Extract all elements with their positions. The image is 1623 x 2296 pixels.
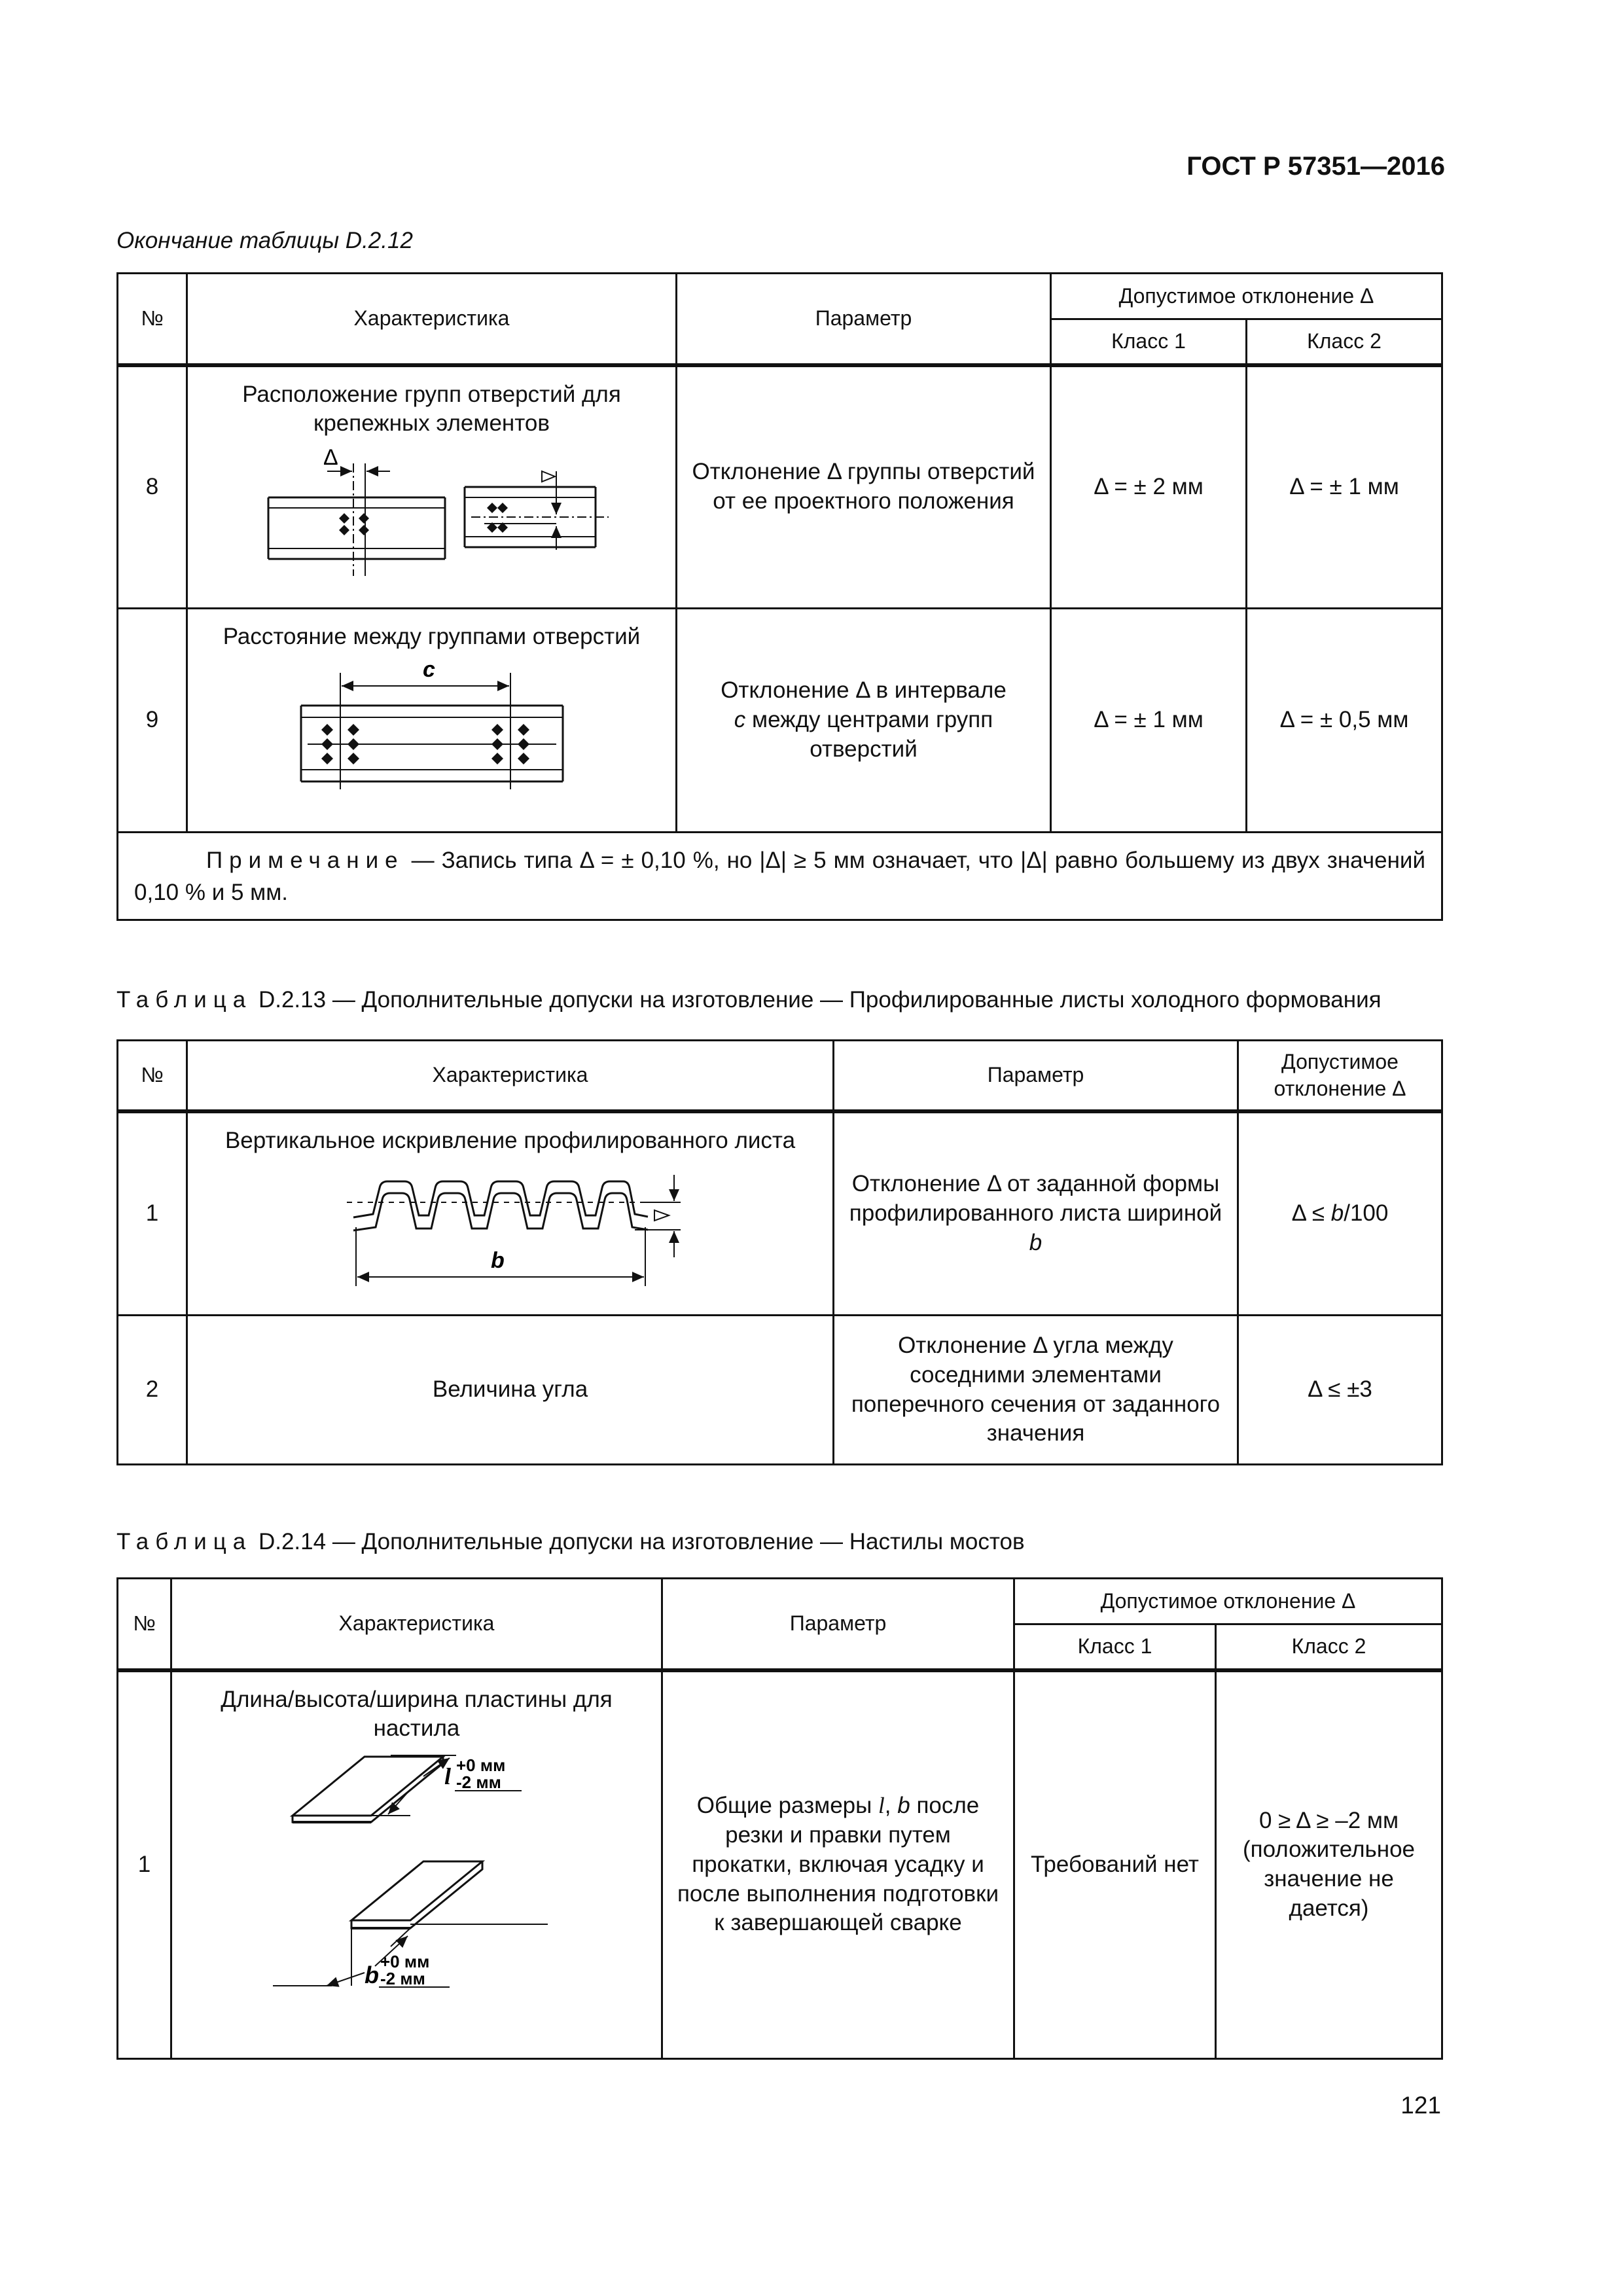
row-class1: Δ = ± 2 мм bbox=[1051, 365, 1247, 609]
b-tol-plus: +0 мм bbox=[380, 1952, 429, 1972]
col-deviation: Допустимое отклонение Δ bbox=[1238, 1041, 1442, 1111]
col-parameter: Параметр bbox=[834, 1041, 1238, 1111]
col-class2: Класс 2 bbox=[1247, 319, 1442, 365]
col-characteristic: Характеристика bbox=[171, 1579, 662, 1670]
row-class1: Требований нет bbox=[1014, 1670, 1216, 2059]
table-row bbox=[118, 609, 1442, 833]
col-deviation: Допустимое отклонение Δ bbox=[1051, 274, 1442, 319]
col-class1: Класс 1 bbox=[1051, 319, 1247, 365]
col-class1: Класс 1 bbox=[1014, 1624, 1216, 1670]
row-no: 1 bbox=[118, 1670, 171, 2059]
col-class2: Класс 2 bbox=[1216, 1624, 1442, 1670]
hole-group-distance-figure bbox=[294, 658, 569, 796]
table-d2-12 bbox=[116, 272, 1443, 921]
table12-caption: Окончание таблицы D.2.12 bbox=[116, 228, 413, 253]
row-class1: Δ = ± 1 мм bbox=[1051, 609, 1247, 833]
table13-caption: Таблица D.2.13 — Дополнительные допуски на изготовление — Профилированные листы холодного формования bbox=[116, 987, 1382, 1013]
row-characteristic: Расположение групп отверстий для крепежных элементов Δ bbox=[187, 365, 677, 609]
col-deviation: Допустимое отклонение Δ bbox=[1014, 1579, 1442, 1624]
row-parameter: Отклонение Δ группы отверстий от ее проектного положения bbox=[677, 365, 1051, 609]
row-characteristic: Расстояние между группами отверстий c bbox=[187, 609, 677, 833]
row-parameter: Общие размеры l, b после резки и правки путем прокатки, включая усадку и после выполнения подготовки к завершающей сварке bbox=[662, 1670, 1014, 2059]
deck-plate-figure bbox=[260, 1750, 574, 1999]
col-no: № bbox=[118, 274, 187, 365]
row-parameter: Отклонение Δ в интервале c между центрами групп отверстий bbox=[677, 609, 1051, 833]
col-no: № bbox=[118, 1041, 187, 1111]
row-parameter: Отклонение Δ угла между соседними элементами поперечного сечения от заданного значения bbox=[834, 1316, 1238, 1465]
b-label: b bbox=[490, 1248, 505, 1274]
col-no: № bbox=[118, 1579, 171, 1670]
table14-caption: Таблица D.2.14 — Дополнительные допуски на изготовление — Настилы мостов bbox=[116, 1529, 1025, 1554]
table-d2-14 bbox=[116, 1577, 1443, 2060]
row-deviation: Δ ≤ ±3 bbox=[1238, 1316, 1442, 1465]
col-parameter: Параметр bbox=[677, 274, 1051, 365]
col-characteristic: Характеристика bbox=[187, 274, 677, 365]
row-characteristic: Вертикальное искривление профилированного листа b bbox=[187, 1111, 834, 1316]
table-d2-13 bbox=[116, 1039, 1443, 1465]
doc-header: ГОСТ Р 57351—2016 bbox=[1186, 152, 1445, 181]
row-no: 8 bbox=[118, 365, 187, 609]
row-class2: Δ = ± 0,5 мм bbox=[1247, 609, 1442, 833]
b-label: b bbox=[364, 1962, 379, 1989]
delta-label: Δ bbox=[323, 445, 338, 471]
c-label: c bbox=[422, 658, 435, 682]
row-class2: 0 ≥ Δ ≥ –2 мм (положительное значение не дается) bbox=[1216, 1670, 1442, 2059]
page-number: 121 bbox=[1400, 2092, 1441, 2119]
hole-group-position-figure bbox=[249, 445, 615, 576]
profiled-sheet-figure bbox=[327, 1162, 694, 1299]
row-characteristic: Величина угла bbox=[187, 1316, 834, 1465]
table-row bbox=[118, 1670, 1442, 2059]
l-tol-plus: +0 мм bbox=[455, 1755, 505, 1776]
row-class2: Δ = ± 1 мм bbox=[1247, 365, 1442, 609]
row-characteristic: Длина/высота/ширина пластины для настила l +0 мм -2 мм b +0 мм -2 мм bbox=[171, 1670, 662, 2059]
col-parameter: Параметр bbox=[662, 1579, 1014, 1670]
l-label: l bbox=[444, 1763, 451, 1790]
table-row bbox=[118, 1316, 1442, 1465]
row-no: 9 bbox=[118, 609, 187, 833]
table-row bbox=[118, 1111, 1442, 1316]
col-characteristic: Характеристика bbox=[187, 1041, 834, 1111]
table-note: Примечание — Запись типа Δ = ± 0,10 %, но |Δ| ≥ 5 мм означает, что |Δ| равно большему из двух значений 0,10 % и 5 мм. bbox=[118, 833, 1442, 920]
row-deviation: Δ ≤ b/100 bbox=[1238, 1111, 1442, 1316]
b-tol-minus: -2 мм bbox=[380, 1969, 425, 1989]
row-no: 1 bbox=[118, 1111, 187, 1316]
table-row bbox=[118, 365, 1442, 609]
l-tol-minus: -2 мм bbox=[455, 1772, 501, 1793]
row-parameter: Отклонение Δ от заданной формы профилированного листа шириной b bbox=[834, 1111, 1238, 1316]
row-no: 2 bbox=[118, 1316, 187, 1465]
table-note-row bbox=[118, 833, 1442, 920]
